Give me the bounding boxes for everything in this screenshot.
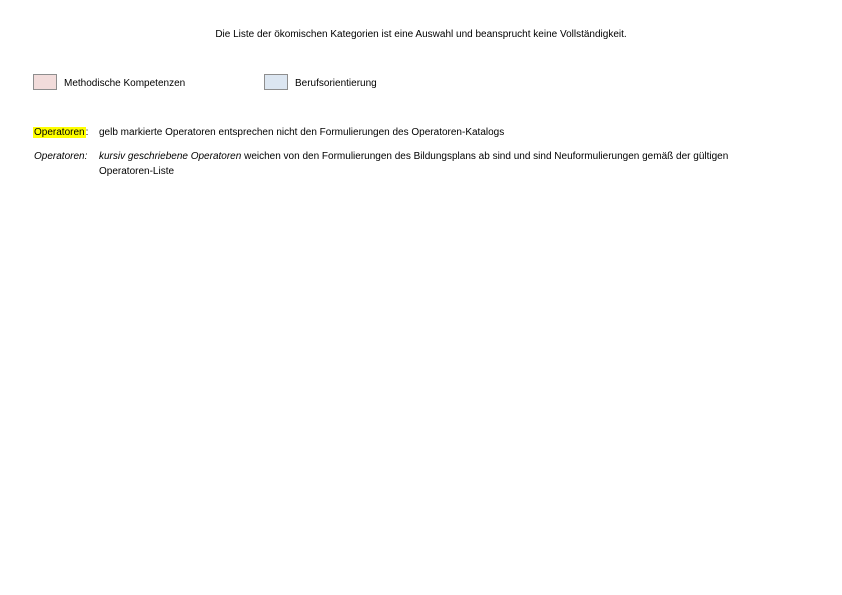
- note-italic-text: [99, 149, 749, 179]
- legend-swatch-berufsorientierung: [264, 74, 288, 90]
- note-yellow-text: gelb markierte Operatoren entsprechen nicht den Formulierungen des Operatoren-Katalogs: [99, 127, 505, 138]
- yellow-highlight-term: Operatoren: [34, 127, 85, 138]
- legend-swatch-methodische-kompetenzen: [33, 74, 57, 90]
- note-yellow-colon: :: [85, 127, 89, 138]
- legend-label-berufsorientierung: Berufsorientierung: [295, 78, 377, 89]
- legend-label-methodische-kompetenzen: Methodische Kompetenzen: [64, 78, 186, 89]
- note-italic-term: Operatoren:: [34, 151, 88, 162]
- note-italic-emphasis: kursiv geschriebene Operatoren: [99, 151, 242, 162]
- intro-note: Die Liste der ökomischen Kategorien ist eine Auswahl und beansprucht keine Vollständigkeit.: [215, 29, 627, 40]
- note-italic-rest: weichen von den Formulierungen des Bildungsplans ab sind und sind Neuformulierungen gemäß der gültigen Operatoren-Liste: [99, 151, 729, 177]
- note-yellow-term: [34, 127, 88, 139]
